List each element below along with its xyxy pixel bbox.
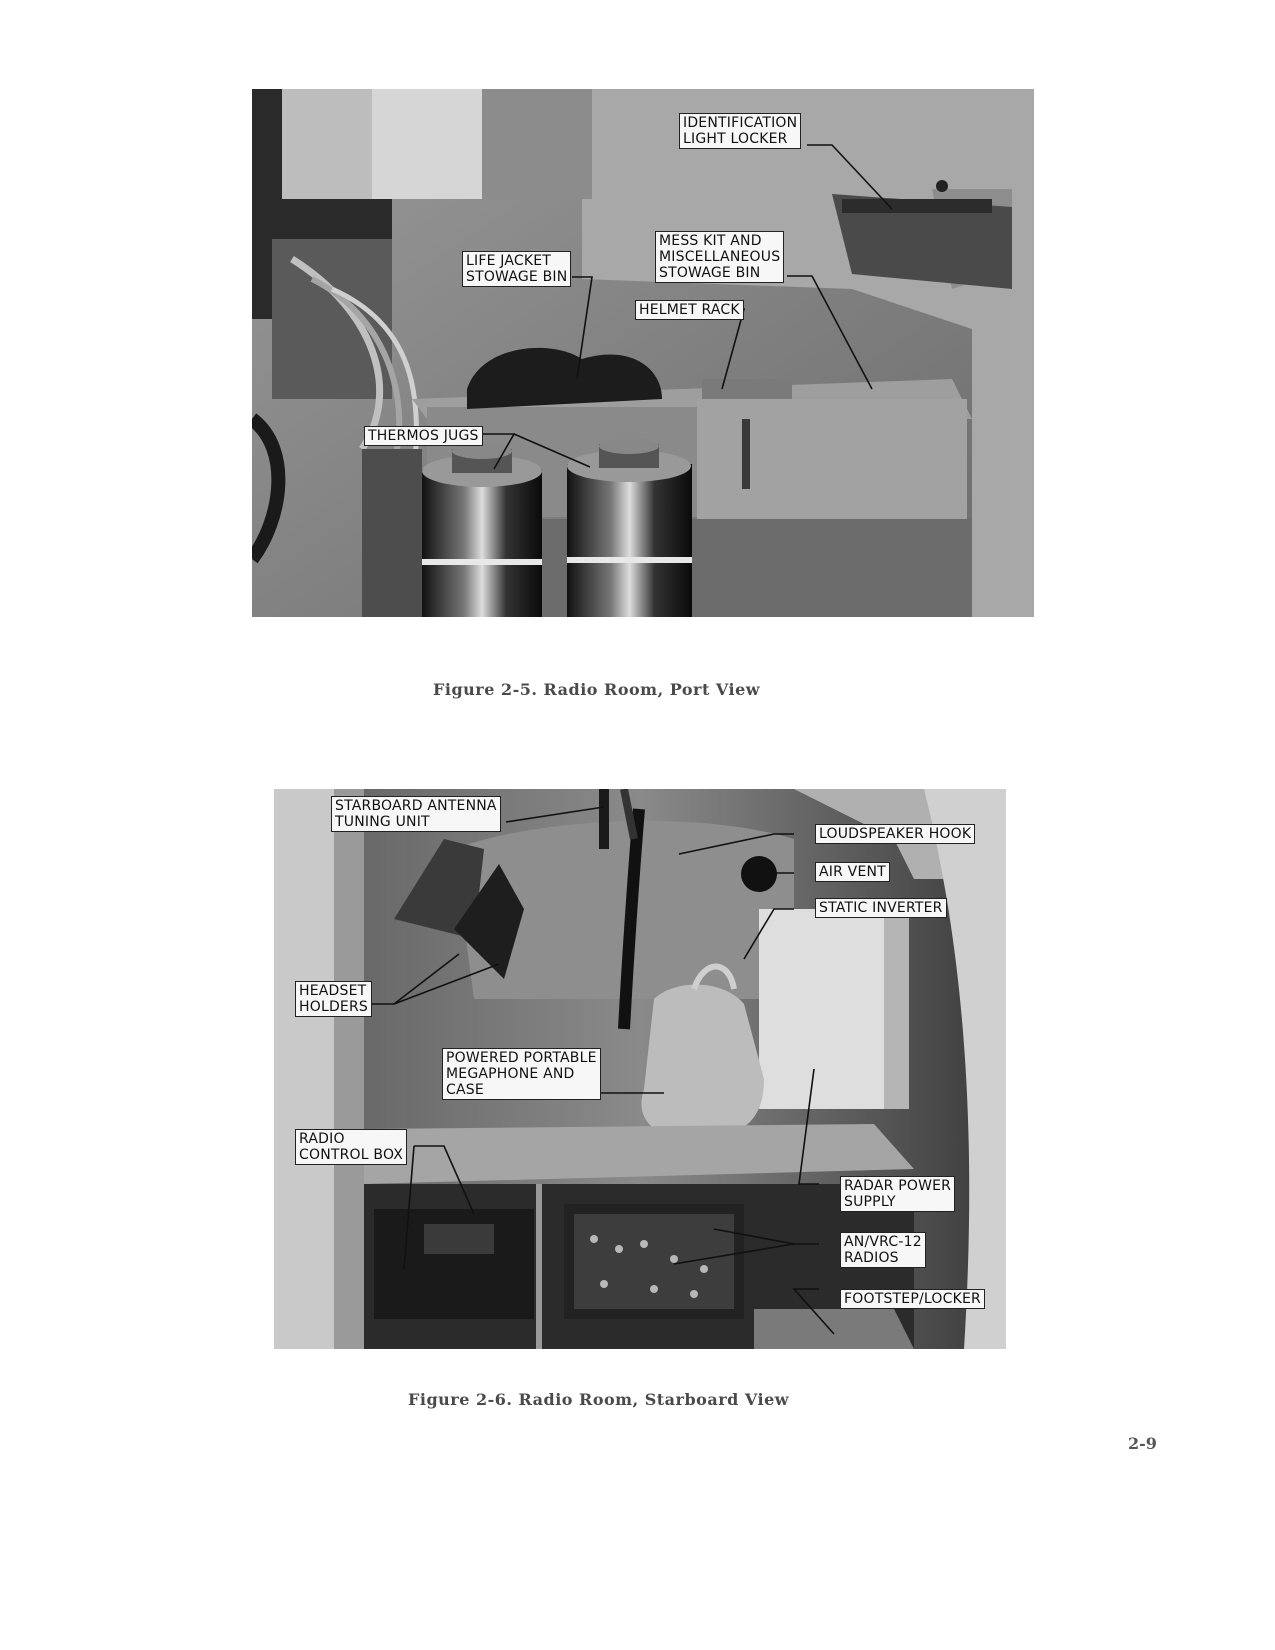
port-view-illustration: [252, 89, 1034, 617]
figure-2-5-caption: Figure 2-5. Radio Room, Port View: [433, 680, 761, 699]
label-radar-power-supply: RADAR POWER SUPPLY: [840, 1176, 955, 1212]
label-static-inverter: STATIC INVERTER: [815, 898, 947, 918]
label-air-vent: AIR VENT: [815, 862, 890, 882]
page-number: 2-9: [1128, 1434, 1157, 1453]
label-thermos-jugs: THERMOS JUGS: [364, 426, 483, 446]
figure-2-6-caption: Figure 2-6. Radio Room, Starboard View: [408, 1390, 790, 1409]
label-powered-portable-megaphone: POWERED PORTABLE MEGAPHONE AND CASE: [442, 1048, 601, 1100]
label-footstep-locker: FOOTSTEP/LOCKER: [840, 1289, 985, 1309]
label-life-jacket-stowage-bin: LIFE JACKET STOWAGE BIN: [462, 251, 571, 287]
label-radio-control-box: RADIO CONTROL BOX: [295, 1129, 407, 1165]
label-loudspeaker-hook: LOUDSPEAKER HOOK: [815, 824, 975, 844]
label-mess-kit-bin: MESS KIT AND MISCELLANEOUS STOWAGE BIN: [655, 231, 784, 283]
label-helmet-rack: HELMET RACK: [635, 300, 744, 320]
figure-2-6-photo: [274, 789, 1006, 1349]
label-identification-light-locker: IDENTIFICATION LIGHT LOCKER: [679, 113, 801, 149]
thermos-jug-left: [422, 443, 542, 617]
figure-2-5-photo: [252, 89, 1034, 617]
label-starboard-antenna-tuning-unit: STARBOARD ANTENNA TUNING UNIT: [331, 796, 501, 832]
label-headset-holders: HEADSET HOLDERS: [295, 981, 372, 1017]
label-an-vrc-12-radios: AN/VRC-12 RADIOS: [840, 1232, 926, 1268]
